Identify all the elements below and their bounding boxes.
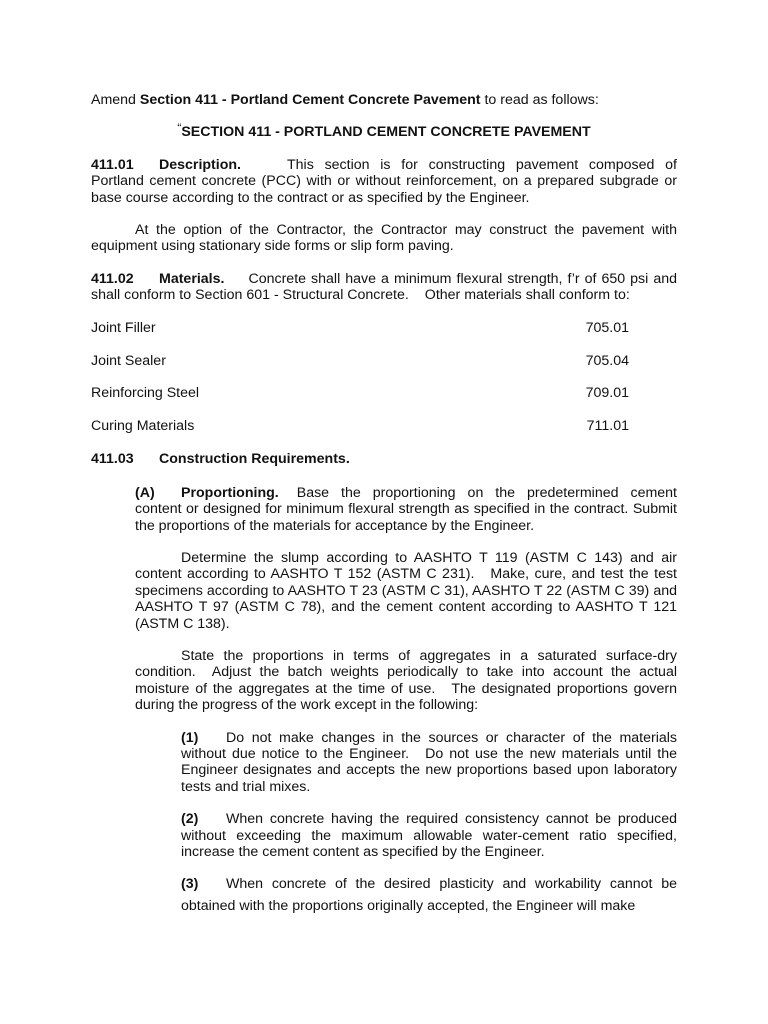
materials-text-2: Other materials shall conform to: bbox=[424, 287, 630, 304]
item-text: When concrete having the required consistency cannot be produced without exceeding the maximum allowable water-cement ratio specified, increase the cement content as specified by the Engineer. bbox=[181, 811, 677, 860]
list-item bbox=[91, 418, 629, 434]
list-item bbox=[181, 873, 677, 917]
proportioning-paragraph bbox=[135, 485, 677, 534]
subsection-label-a: (A) bbox=[135, 484, 155, 501]
intro-section-ref: Section 411 - Portland Cement Concrete Pavement bbox=[139, 92, 481, 108]
list-item bbox=[181, 811, 677, 860]
section-number-411-02: 411.02 bbox=[91, 270, 134, 287]
material-name: Joint Sealer bbox=[91, 352, 166, 369]
proportioning-heading: Proportioning. bbox=[181, 484, 279, 501]
list-item bbox=[91, 353, 629, 369]
item-text: Do not make changes in the sources or character of the materials without due notice to the Engineer. bbox=[181, 729, 677, 762]
construction-requirements-heading: Construction Requirements. bbox=[159, 451, 350, 468]
material-ref: 705.01 bbox=[585, 319, 629, 336]
material-ref: 711.01 bbox=[586, 418, 629, 435]
subsection-a bbox=[135, 485, 677, 714]
section-411-03 bbox=[91, 451, 677, 467]
intro-prefix: Amend bbox=[91, 92, 140, 108]
proportions-paragraph bbox=[135, 648, 677, 714]
section-411-01 bbox=[91, 157, 677, 206]
list-item bbox=[91, 320, 629, 336]
item-number: (3) bbox=[181, 876, 199, 893]
materials-text-1: Concrete shall have a minimum flexural strength, f’r of 650 psi and shall conform to Section 601 - Structural Concrete. bbox=[91, 270, 677, 304]
title-quote-mark: “ bbox=[177, 121, 182, 136]
document-page bbox=[91, 92, 677, 933]
section-title bbox=[91, 121, 677, 141]
proportions-text-2: Adjust the batch weights periodically to take into account the actual moisture of the aggregates at the time of use. bbox=[135, 664, 677, 697]
section-number-411-01: 411.01 bbox=[91, 156, 134, 173]
materials-list bbox=[91, 320, 677, 435]
section-411-02 bbox=[91, 271, 677, 304]
proportions-text-3: The designated proportions govern during the progress of the work except in the following: bbox=[135, 680, 677, 714]
amendment-intro bbox=[91, 92, 677, 108]
section-number-411-03: 411.03 bbox=[91, 451, 134, 468]
material-name: Curing Materials bbox=[91, 418, 195, 435]
slump-text-1: Determine the slump according to AASHTO T 119 (ASTM C 143) and air content according to AASHTO T 152 (ASTM C 231). bbox=[135, 549, 677, 583]
section-title-text: SECTION 411 - PORTLAND CEMENT CONCRETE PAVEMENT bbox=[181, 124, 591, 141]
item-text: When concrete of the desired plasticity and workability cannot be obtained with the proportions originally accepted, the Engineer will make bbox=[181, 876, 677, 915]
materials-heading: Materials. bbox=[159, 270, 225, 287]
list-item bbox=[91, 385, 629, 401]
material-name: Joint Filler bbox=[91, 319, 156, 336]
list-item bbox=[181, 730, 677, 796]
slump-text-2: Make, cure, and test the test specimens according to AASHTO T 23 (ASTM C 31), AASHTO T 22 (ASTM C 39) and AASHTO T 97 (ASTM C 78), and the cement content according to AASHTO T 121 (ASTM C 138). bbox=[135, 566, 678, 632]
material-ref: 705.04 bbox=[585, 352, 629, 369]
proportions-text-1: State the proportions in terms of aggregates in a saturated surface-dry condition. bbox=[135, 647, 677, 681]
slump-paragraph bbox=[135, 550, 677, 632]
material-name: Reinforcing Steel bbox=[91, 385, 200, 402]
item-number: (1) bbox=[181, 729, 199, 746]
intro-suffix: to read as follows: bbox=[480, 92, 599, 108]
description-text: This section is for constructing pavement composed of Portland cement concrete (PCC) with or without reinforcement, on a prepared subgrade or base course according to the contract or as specified by the Engineer. bbox=[91, 156, 677, 206]
item-text-2: Do not use the new materials until the Engineer designates and accepts the new proportions based upon laboratory tests and trial mixes. bbox=[181, 745, 677, 795]
proportioning-text: Base the proportioning on the predetermined cement content or designed for minimum flexural strength as specified in the contract. Submit the proportions of the materials for acceptance by the Engineer. bbox=[135, 484, 677, 534]
contractor-option-paragraph: At the option of the Contractor, the Contractor may construct the pavement with equipment using stationary side forms or slip form paving. bbox=[91, 222, 677, 255]
description-heading: Description. bbox=[159, 156, 241, 173]
item-number: (2) bbox=[181, 811, 199, 828]
material-ref: 709.01 bbox=[585, 385, 629, 402]
